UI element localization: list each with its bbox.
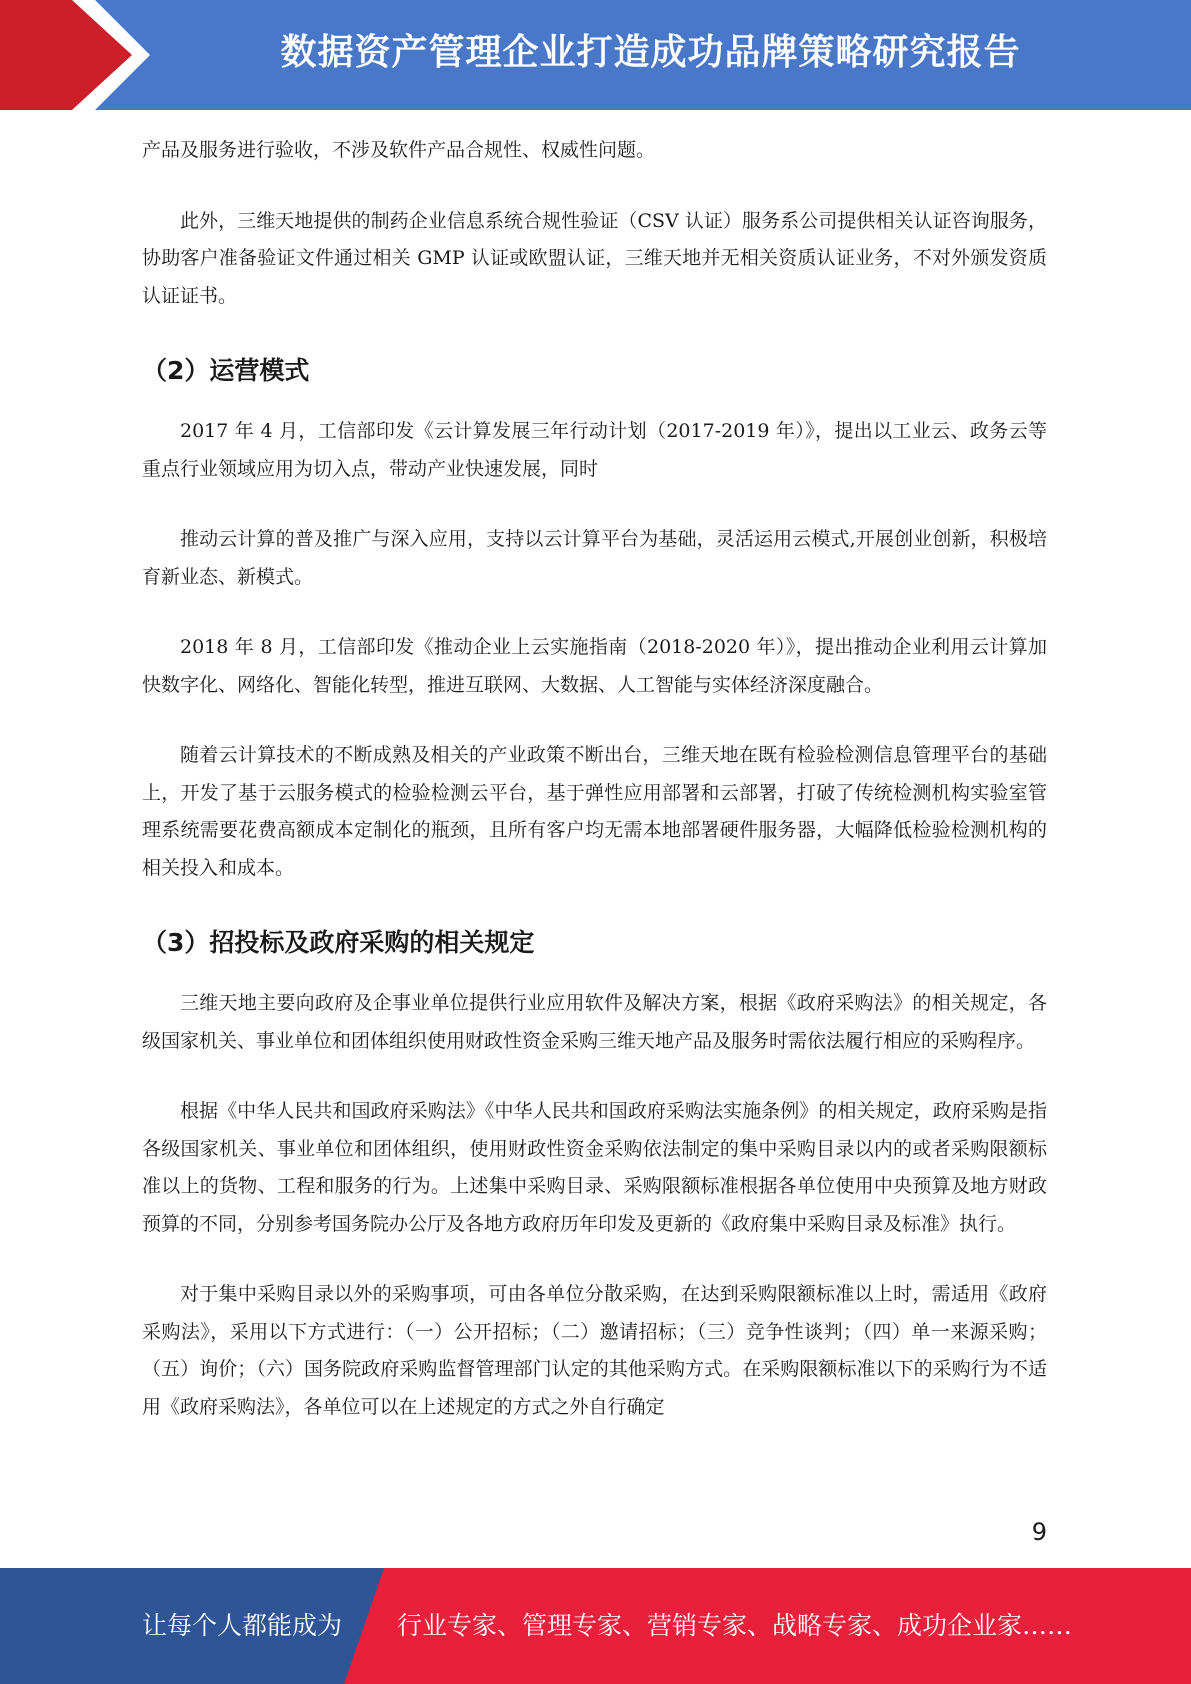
paragraph: 对于集中采购目录以外的采购事项，可由各单位分散采购，在达到采购限额标准以上时，需适用《政府采购法》，采用以下方式进行：（一）公开招标；（二）邀请招标；（三）竞争性谈判；（四）单一来源采购；（五）询价；（六）国务院政府采购监督管理部门认定的其他采购方式。在采购限额标准以下的采购行为不适用《政府采购法》，各单位可以在上述规定的方式之外自行确定 (142, 1283, 1047, 1418)
document-body (142, 132, 1047, 1426)
paragraph: 产品及服务进行验收，不涉及软件产品合规性、权威性问题。 (142, 139, 656, 161)
paragraph: 随着云计算技术的不断成熟及相关的产业政策不断出台，三维天地在既有检验检测信息管理平台的基础上，开发了基于云服务模式的检验检测云平台，基于弹性应用部署和云部署，打破了传统检测机构实验室管理系统需要花费高额成本定制化的瓶颈，且所有客户均无需本地部署硬件服务器，大幅降低检验检测机构的相关投入和成本。 (142, 744, 1047, 879)
footer-slogan-right: 行业专家、管理专家、营销专家、战略专家、成功企业家…… (397, 1611, 1073, 1640)
paragraph: 推动云计算的普及推广与深入应用，支持以云计算平台为基础，灵活运用云模式,开展创业创新，积极培育新业态、新模式。 (142, 528, 1047, 588)
page-footer (0, 1568, 1191, 1684)
section-heading: （2）运营模式 (142, 356, 310, 385)
paragraph: 根据《中华人民共和国政府采购法》《中华人民共和国政府采购法实施条例》的相关规定，政府采购是指各级国家机关、事业单位和团体组织，使用财政性资金采购依法制定的集中采购目录以内的或者采购限额标准以上的货物、工程和服务的行为。上述集中采购目录、采购限额标准根据各单位使用中央预算及地方财政预算的不同，分别参考国务院办公厅及各地方政府历年印发及更新的《政府集中采购目录及标准》执行。 (142, 1100, 1047, 1235)
paragraph: 2017 年 4 月，工信部印发《云计算发展三年行动计划（2017-2019 年）》，提出以工业云、政务云等重点行业领域应用为切入点，带动产业快速发展，同时 (142, 420, 1047, 480)
header-title: 数据资产管理企业打造成功品牌策略研究报告 (280, 32, 1021, 73)
paragraph: 此外，三维天地提供的制药企业信息系统合规性验证（CSV 认证）服务系公司提供相关认证咨询服务，协助客户准备验证文件通过相关 GMP 认证或欧盟认证，三维天地并无相关资质认证业务，不对外颁发资质认证证书。 (142, 209, 1047, 307)
section-heading: （3）招投标及政府采购的相关规定 (142, 928, 535, 957)
page-number: 9 (1031, 1518, 1047, 1546)
page-header (0, 0, 1191, 110)
paragraph: 三维天地主要向政府及企事业单位提供行业应用软件及解决方案，根据《政府采购法》的相关规定，各级国家机关、事业单位和团体组织使用财政性资金采购三维天地产品及服务时需依法履行相应的采购程序。 (142, 992, 1047, 1052)
paragraph: 2018 年 8 月，工信部印发《推动企业上云实施指南（2018-2020 年）》，提出推动企业利用云计算加快数字化、网络化、智能化转型，推进互联网、大数据、人工智能与实体经济深度融合。 (142, 636, 1047, 696)
footer-slogan-left: 让每个人都能成为 (142, 1611, 343, 1640)
